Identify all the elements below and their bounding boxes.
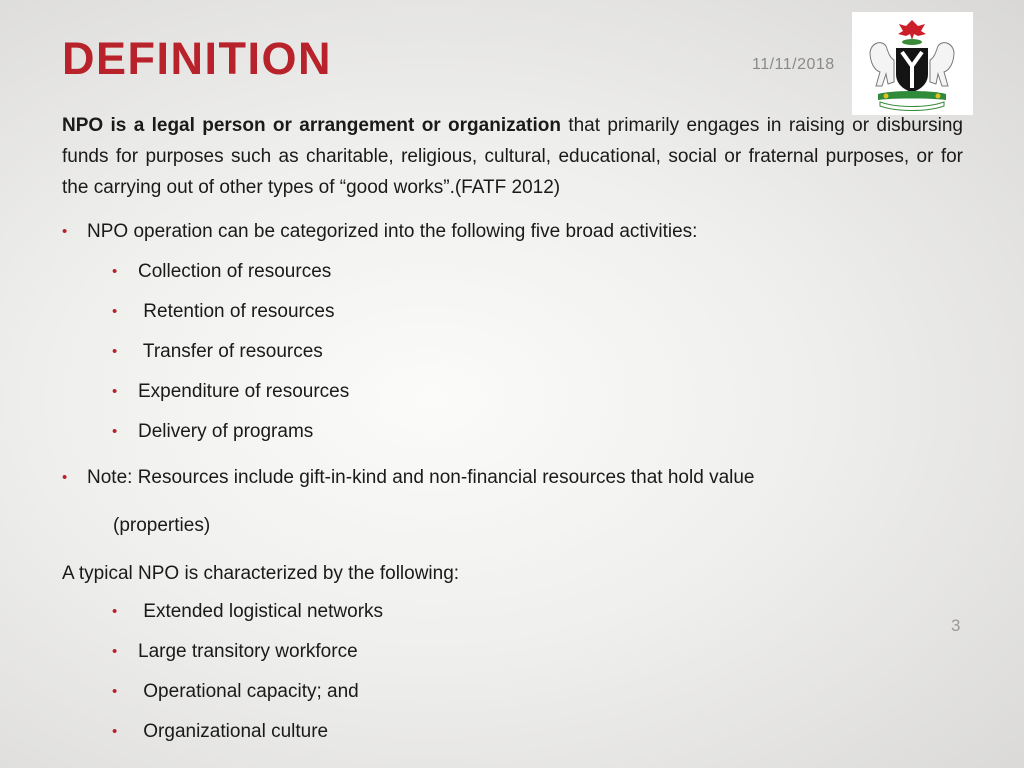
activity-item: Collection of resources — [138, 261, 332, 282]
characteristic-item: Extended logistical networks — [138, 601, 384, 622]
bullet-icon: • — [112, 383, 118, 400]
bullet-icon: • — [112, 603, 118, 620]
bullet-icon: • — [112, 343, 118, 360]
activity-item: Delivery of programs — [138, 421, 314, 442]
definition-term: NPO is a legal person or arrangement or organization — [62, 115, 561, 136]
definition-paragraph — [62, 110, 963, 203]
activity-item: Transfer of resources — [138, 341, 323, 362]
bullet-icon: • — [112, 423, 118, 440]
activity-item: Expenditure of resources — [138, 381, 350, 402]
note-continuation: (properties) — [113, 515, 211, 536]
slide-date: 11/11/2018 — [752, 56, 835, 73]
bullet-icon: • — [112, 303, 118, 320]
coat-of-arms-icon — [852, 12, 973, 115]
activity-item: Retention of resources — [138, 301, 335, 322]
operation-intro: NPO operation can be categorized into the following five broad activities: — [87, 221, 698, 242]
bullet-icon: • — [112, 683, 118, 700]
typical-intro: A typical NPO is characterized by the following: — [62, 563, 460, 584]
bullet-icon: • — [112, 723, 118, 740]
characteristic-item: Organizational culture — [138, 721, 329, 742]
page-number: 3 — [951, 616, 961, 635]
note-text: Note: Resources include gift-in-kind and non-financial resources that hold value — [87, 467, 755, 488]
logo — [852, 12, 973, 115]
bullet-icon: • — [62, 223, 68, 240]
bullet-icon: • — [62, 469, 68, 486]
bullet-icon: • — [112, 643, 118, 660]
definition-text: that primarily engages in raising or disbursing funds for purposes such as charitable, religious, cultural, educational, social or fraternal purposes, or for the carrying out of other types of “good works”.(FATF 2012) — [62, 115, 963, 198]
bullet-icon: • — [112, 263, 118, 280]
characteristic-item: Operational capacity; and — [138, 681, 359, 702]
characteristic-item: Large transitory workforce — [138, 641, 358, 662]
slide-title: DEFINITION — [62, 33, 332, 84]
